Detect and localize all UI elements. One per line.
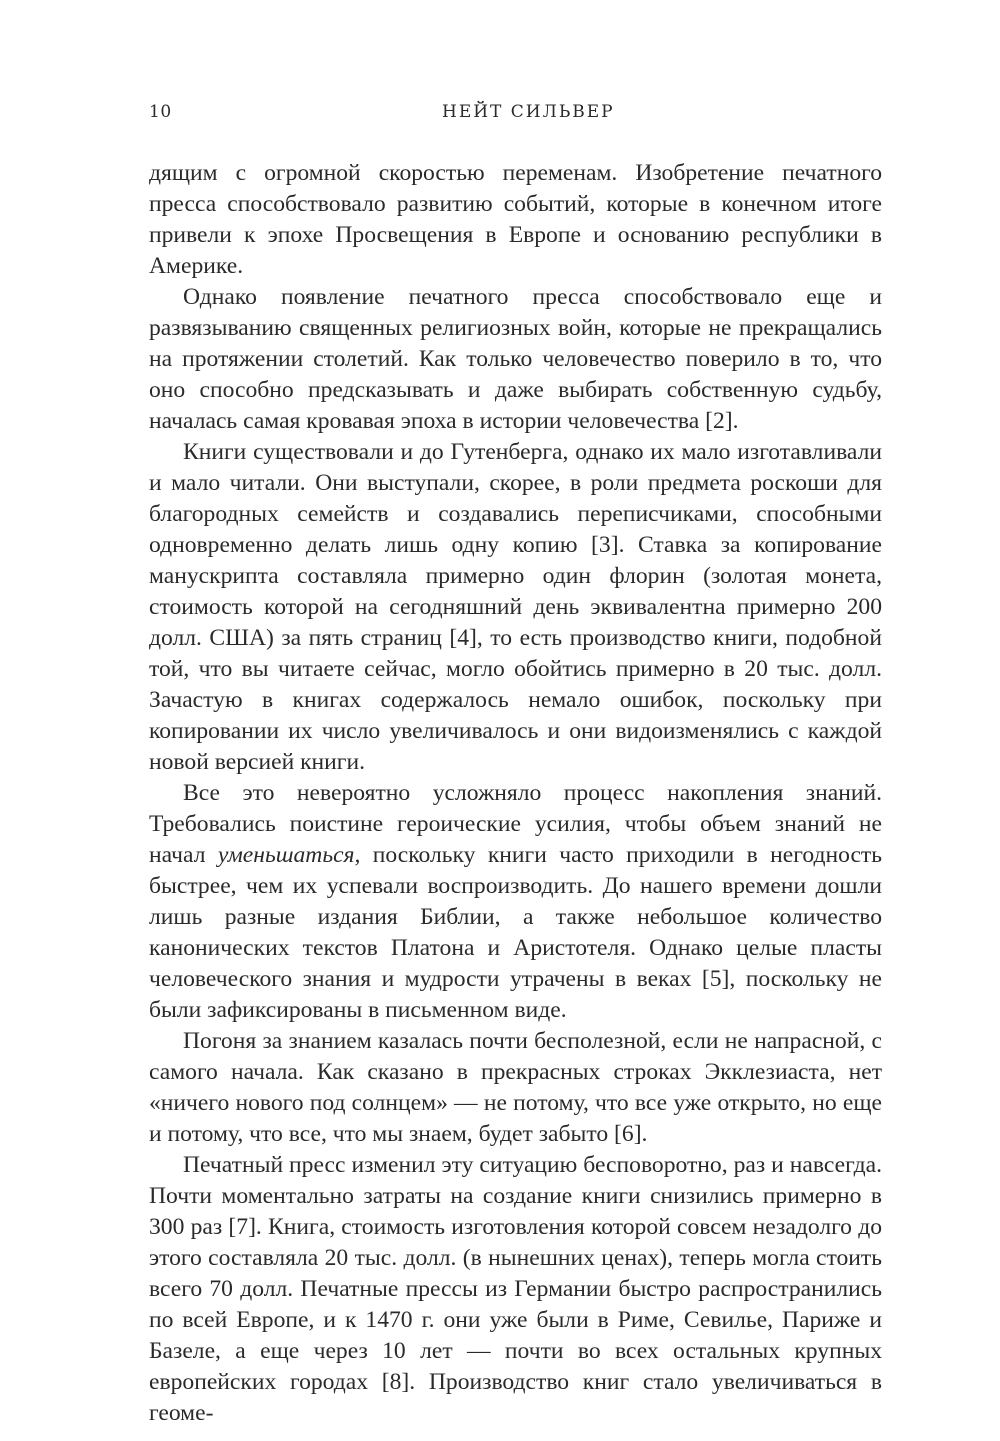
- paragraph-4-text-before: Все это невероятно усложняло процесс накопления знаний. Требовались поистине героические усилия, чтобы объем знаний не начал: [149, 780, 882, 868]
- body-text: [149, 158, 882, 1429]
- running-header: НЕЙТ СИЛЬВЕР: [442, 102, 615, 122]
- page-number: 10: [149, 102, 172, 122]
- paragraph-2: Однако появление печатного пресса способствовало еще и развязыванию священных религиозных войн, которые не прекращались на протяжении столетий. Как только человечество поверило в то, что оно способно предсказывать и даже выбирать собственную судьбу, началась самая кровавая эпоха в истории человечества [2].: [149, 284, 882, 434]
- paragraph-4-text-after: поскольку книги часто приходили в негодность быстрее, чем их успевали воспроизводить. До нашего времени дошли лишь разные издания Библии, а также небольшое количество канонических текстов Платона и Аристотеля. Однако целые пласты человеческого знания и мудрости утрачены в веках [5], поскольку не были зафиксированы в письменном виде.: [149, 842, 883, 1023]
- paragraph-4: [149, 778, 882, 1026]
- paragraph-6: Печатный пресс изменил эту ситуацию бесповоротно, раз и навсегда. Почти моментально затраты на создание книги снизились примерно в 300 раз [7]. Книга, стоимость изготовления которой совсем незадолго до этого составляла 20 тыс. долл. (в нынешних ценах), теперь могла стоить всего 70 долл. Печатные прессы из Германии быстро распространились по всей Европе, и к 1470 г. они уже были в Риме, Севилье, Париже и Базеле, а еще через 10 лет — почти во всех остальных крупных европейских городах [8]. Производство книг стало увеличиваться в геоме-: [149, 1152, 882, 1426]
- paragraph-1: дящим с огромной скоростью переменам. Изобретение печатного пресса способствовало развитию событий, которые в конечном итоге привели к эпохе Просвещения в Европе и основанию республики в Америке.: [149, 160, 882, 279]
- paragraph-4-emphasis: уменьшаться,: [217, 842, 361, 868]
- paragraph-3: Книги существовали и до Гутенберга, однако их мало изготавливали и мало читали. Они выступали, скорее, в роли предмета роскоши для благородных семейств и создавались переписчиками, способными одновременно делать лишь одну копию [3]. Ставка за копирование манускрипта составляла примерно один флорин (золотая монета, стоимость которой на сегодняшний день эквивалентна примерно 200 долл. США) за пять страниц [4], то есть производство книги, подобной той, что вы читаете сейчас, могло обойтись примерно в 20 тыс. долл. Зачастую в книгах содержалось немало ошибок, поскольку при копировании их число увеличивалось и они видоизменялись с каждой новой версией книги.: [149, 439, 882, 775]
- paragraph-5: Погоня за знанием казалась почти бесполезной, если не напрасной, с самого начала. Как сказано в прекрасных строках Экклезиаста, нет «ничего нового под солнцем» — не потому, что все уже открыто, но еще и потому, что все, что мы знаем, будет забыто [6].: [149, 1028, 882, 1147]
